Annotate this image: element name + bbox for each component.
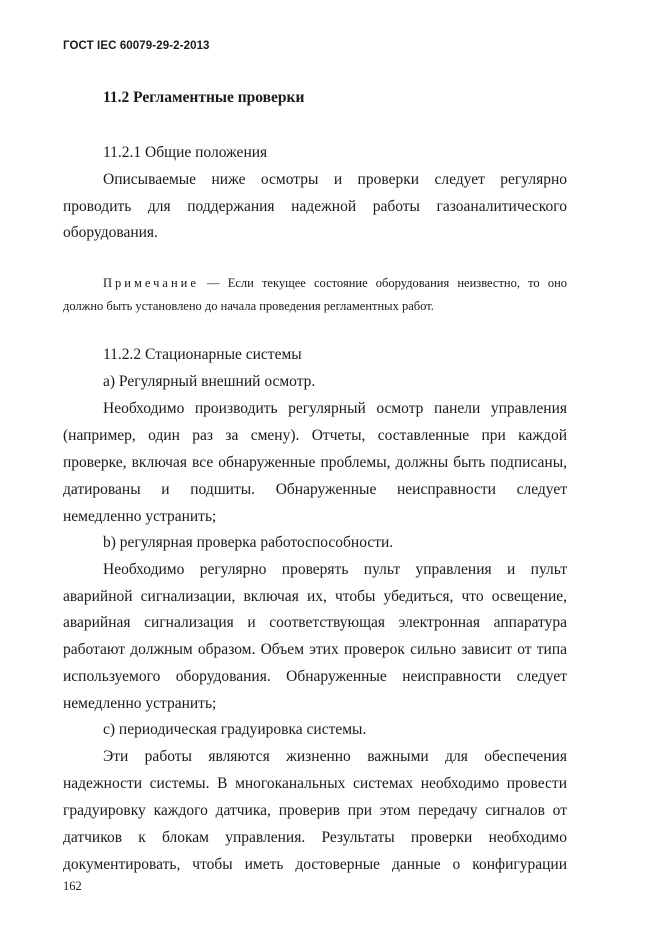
paragraph-line: аварийной сигнализации, включая их, чтобы убедиться, что освещение, bbox=[63, 588, 567, 605]
subsection-heading-stationary: 11.2.2 Стационарные системы bbox=[103, 346, 302, 363]
list-item-c: с) периодическая градуировка системы. bbox=[103, 721, 367, 738]
subsection-heading-general: 11.2.1 Общие положения bbox=[103, 144, 268, 161]
paragraph-line: Эти работы являются жизненно важными для обеспечения bbox=[103, 748, 567, 765]
paragraph-line: Описываемые ниже осмотры и проверки следует регулярно bbox=[103, 171, 567, 188]
paragraph-line: градуировку каждого датчика, проверив при этом передачу сигналов от bbox=[63, 802, 567, 819]
note-label: Примечание bbox=[103, 276, 199, 290]
paragraph-line: Необходимо регулярно проверять пульт управления и пульт bbox=[103, 561, 567, 578]
paragraph-line: Необходимо производить регулярный осмотр панели управления bbox=[103, 400, 567, 417]
paragraph-line: проводить для поддержания надежной работы газоаналитического bbox=[63, 198, 567, 215]
paragraph-line: датированы и подшиты. Обнаруженные неисправности следует bbox=[63, 481, 567, 498]
section-title: 11.2 Регламентные проверки bbox=[103, 89, 305, 106]
list-item-b: b) регулярная проверка работоспособности. bbox=[103, 534, 394, 551]
note-line bbox=[103, 276, 567, 291]
list-item-a: а) Регулярный внешний осмотр. bbox=[103, 373, 316, 390]
paragraph-line: датчиков к блокам управления. Результаты проверки необходимо bbox=[63, 829, 567, 846]
paragraph-line: оборудования. bbox=[63, 224, 158, 241]
paragraph-line: немедленно устранить; bbox=[63, 508, 217, 525]
paragraph-line: немедленно устранить; bbox=[63, 695, 217, 712]
document-header: ГОСТ IEC 60079-29-2-2013 bbox=[63, 40, 210, 52]
paragraph-line: документировать, чтобы иметь достоверные данные о конфигурации bbox=[63, 856, 567, 873]
paragraph-line: (например, один раз за смену). Отчеты, составленные при каждой bbox=[63, 427, 567, 444]
paragraph-line: проверке, включая все обнаруженные проблемы, должны быть подписаны, bbox=[63, 454, 567, 471]
note-line: должно быть установлено до начала проведения регламентных работ. bbox=[63, 299, 434, 313]
page-number: 162 bbox=[63, 879, 82, 893]
paragraph-line: надежности системы. В многоканальных системах необходимо провести bbox=[63, 775, 567, 792]
note-text: — Если текущее состояние оборудования неизвестно, то оно bbox=[207, 276, 568, 290]
paragraph-line: работают должным образом. Объем этих проверок сильно зависит от типа bbox=[63, 641, 567, 658]
paragraph-line: используемого оборудования. Обнаруженные неисправности следует bbox=[63, 668, 567, 685]
paragraph-line: аварийная сигнализация и соответствующая электронная аппаратура bbox=[63, 614, 567, 631]
